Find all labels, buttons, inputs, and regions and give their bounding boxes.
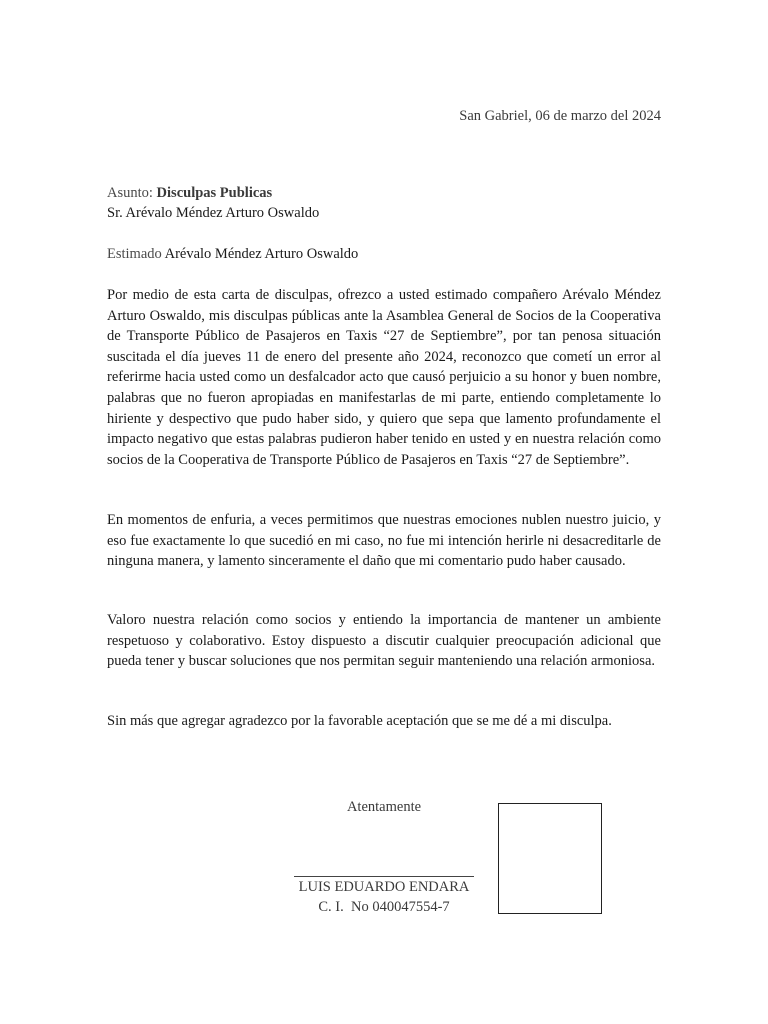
signer-name: LUIS EDUARDO ENDARA	[298, 879, 470, 895]
body-paragraph-1: Por medio de esta carta de disculpas, ofrezco a usted estimado compañero Arévalo Méndez Arturo Oswaldo, mis disculpas públicas ante la Asamblea General de Socios de la Cooperativa de Transporte Público de Pasajeros en Taxis “27 de Septiembre”, por tan penosa situación suscitada el día jueves 11 de enero del presente año 2024, reconozco que cometí un error al referirme hacia usted como un desfalcador acto que causó perjuicio a su honor y buen nombre, palabras que no fueron apropiadas en manifestarlas de mi parte, entiendo completamente lo hiriente y despectivo que pudo haber sido, y quiero que sepa que lamento profundamente el impacto negativo que estas palabras pudieron haber tenido en usted y en nuestra relación como socios de la Cooperativa de Transporte Público de Pasajeros en Taxis “27 de Septiembre”.	[107, 287, 661, 468]
letter-header	[107, 183, 319, 223]
greeting-name: Arévalo Méndez Arturo Oswaldo	[164, 246, 359, 262]
recipient-line: Sr. Arévalo Méndez Arturo Oswaldo	[107, 205, 320, 221]
letter-date: San Gabriel, 06 de marzo del 2024	[459, 108, 661, 124]
greeting-line	[107, 244, 358, 264]
subject-line	[107, 183, 319, 203]
greeting-word: Estimado	[107, 246, 162, 262]
subject-label: Asunto:	[107, 185, 153, 201]
body-paragraph-4: Sin más que agregar agradezco por la favorable aceptación que se me dé a mi disculpa.	[107, 713, 612, 729]
signer-id: C. I. No 040047554-7	[318, 899, 450, 915]
photo-box	[498, 803, 602, 914]
subject-value: Disculpas Publicas	[156, 185, 273, 201]
closing-text: Atentamente	[346, 799, 422, 815]
body-paragraph-2: En momentos de enfuria, a veces permitimos que nuestras emociones nublen nuestro juicio, y eso fue exactamente lo que sucedió en mi caso, no fue mi intención herirle ni desacreditarle de ninguna manera, y lamento sinceramente el daño que mi comentario pudo haber causado.	[107, 512, 661, 570]
body-paragraph-3: Valoro nuestra relación como socios y entiendo la importancia de mantener un ambiente respetuoso y colaborativo. Estoy dispuesto a discutir cualquier preocupación adicional que pueda tener y buscar soluciones que nos permitan seguir manteniendo una relación armoniosa.	[107, 612, 661, 670]
